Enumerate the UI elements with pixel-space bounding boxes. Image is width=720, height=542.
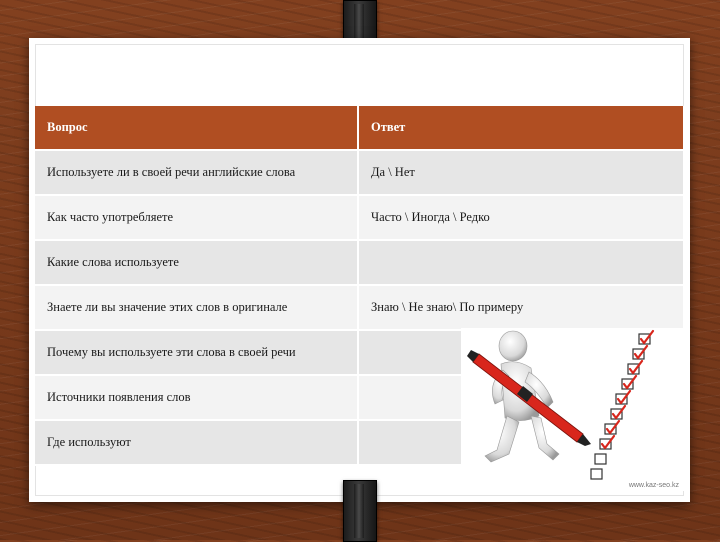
answer-cell: Да \ Нет: [358, 150, 684, 195]
person-with-pen-checklist-icon: [461, 328, 685, 491]
answer-cell: Знаю \ Не знаю\ По примеру: [358, 285, 684, 330]
table-row: [35, 285, 684, 330]
table-row: [35, 240, 684, 285]
question-cell: Используете ли в своей речи английские слова: [35, 150, 358, 195]
checklist-illustration-svg: [461, 328, 685, 491]
question-cell: Как часто употребляете: [35, 195, 358, 240]
red-pen: [467, 350, 591, 446]
question-cell: Знаете ли вы значение этих слов в оригинале: [35, 285, 358, 330]
table-row: [35, 195, 684, 240]
answer-cell: [358, 240, 684, 285]
table-header-row: [35, 106, 684, 150]
checkbox-column: [591, 334, 650, 479]
header-answer: Ответ: [358, 106, 684, 150]
header-question: Вопрос: [35, 106, 358, 150]
answer-cell: Часто \ Иногда \ Редко: [358, 195, 684, 240]
question-cell: Где используют: [35, 420, 358, 465]
question-cell: Какие слова используете: [35, 240, 358, 285]
binder-clip-bottom: [343, 480, 377, 542]
illustration-credit: www.kaz-seo.kz: [628, 482, 679, 489]
table-row: [35, 150, 684, 195]
question-cell: Почему вы используете эти слова в своей речи: [35, 330, 358, 375]
question-cell: Источники появления слов: [35, 375, 358, 420]
